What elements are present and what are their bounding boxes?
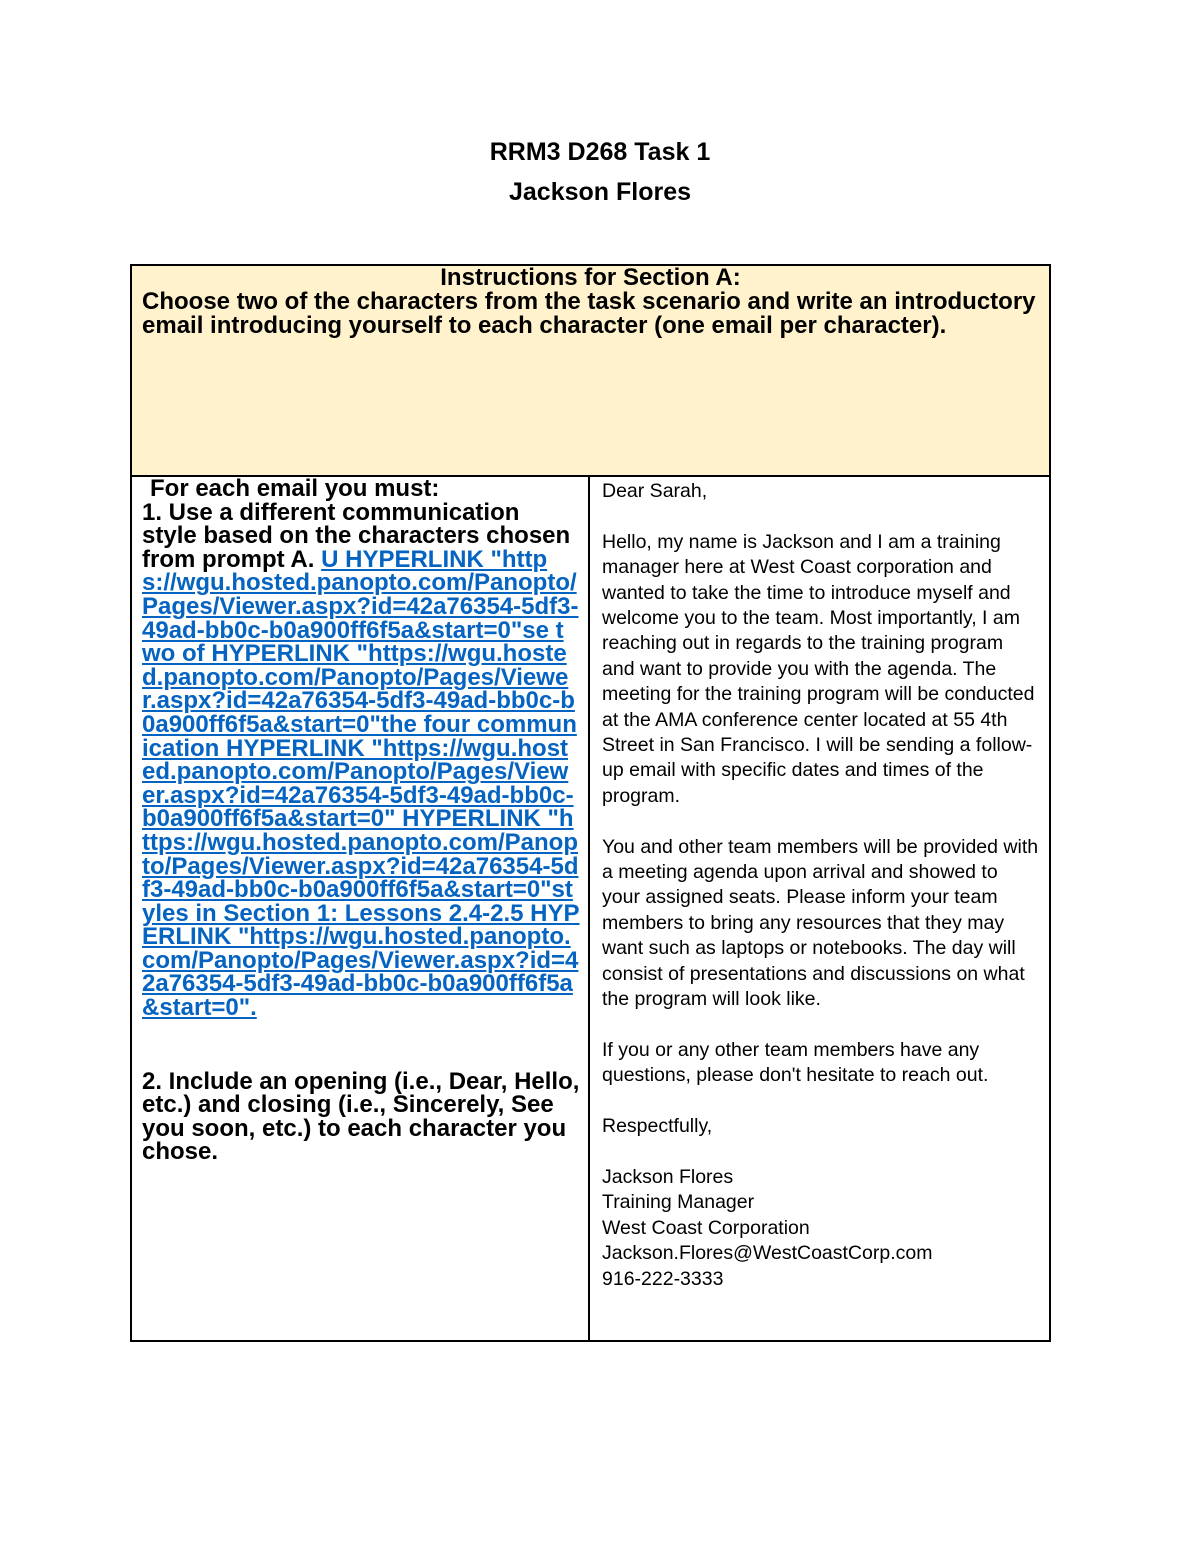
instructions-cell bbox=[132, 266, 1049, 477]
email-paragraph-1: Hello, my name is Jackson and I am a training manager here at West Coast corporation and wanted to take the time to introduce myself and welcome you to the team. Most importantly, I am reaching out in regards to the training program and want to provide you with the agenda. The meeting for the training program will be conducted at the AMA conference center located at 55 4th Street in San Francisco. I will be sending a follow-up email with specific dates and times of the program. bbox=[602, 530, 1035, 807]
email-signature bbox=[602, 1165, 1041, 1292]
email-greeting: Dear Sarah, bbox=[602, 480, 708, 502]
signature-company: West Coast Corporation bbox=[602, 1216, 810, 1239]
signature-phone: 916-222-3333 bbox=[602, 1267, 724, 1290]
signature-email: Jackson.Flores@WestCoastCorp.com bbox=[602, 1242, 933, 1265]
panopto-hyperlink[interactable]: U HYPERLINK "https://wgu.hosted.panopto.com/Panopto/Pages/Viewer.aspx?id=42a76354-5df3-49ad-bb0c-b0a900ff6f5a&start=0"se two of HYPERLINK "https://wgu.hosted.panopto.com/Panopto/Pages/Viewer.aspx?id=42a76354-5df3-49ad-bb0c-b0a900ff6f5a&start=0"the four communication HYPERLINK "https://wgu.hosted.panopto.com/Panopto/Pages/Viewer.aspx?id=42a76354-5df3-49ad-bb0c-b0a900ff6f5a&start=0" HYPERLINK "https://wgu.hosted.panopto.com/Panopto/Pages/Viewer.aspx?id=42a76354-5df3-49ad-bb0c-b0a900ff6f5a&start=0"styles in Section 1: Lessons 2.4-2.5 HYPERLINK "https://wgu.hosted.panopto.com/Panopto/Pages/Viewer.aspx?id=42a76354-5df3-49ad-bb0c-b0a900ff6f5a&start=0". bbox=[142, 545, 580, 1022]
document-author: Jackson Flores bbox=[508, 178, 692, 206]
email-paragraph-2: You and other team members will be provided with a meeting agenda upon arrival and showed to your assigned seats. Please inform your team members to bring any resources that they may want such as laptops or notebooks. The day will consist of presentations and discussions on what the program will look like. bbox=[602, 835, 1039, 1011]
signature-job-title: Training Manager bbox=[602, 1191, 755, 1214]
requirement-item-2: 2. Include an opening (i.e., Dear, Hello, etc.) and closing (i.e., Sincerely, See you soon, etc.) to each character you chose. bbox=[142, 1067, 580, 1166]
document-title: RRM3 D268 Task 1 bbox=[489, 138, 711, 166]
assignment-table bbox=[130, 264, 1051, 1342]
requirements-cell bbox=[132, 477, 590, 1340]
signature-name: Jackson Flores bbox=[602, 1165, 734, 1188]
instructions-body: Choose two of the characters from the task scenario and write an introductory email introducing yourself to each character (one email per character). bbox=[142, 288, 1036, 339]
requirement-item-1-text: 1. Use a different communication style based on the characters chosen from prompt A. bbox=[142, 498, 571, 573]
requirements-heading: For each email you must: bbox=[150, 477, 440, 502]
requirement-item-1 bbox=[142, 498, 580, 1022]
email-paragraph-3: If you or any other team members have any questions, please don't hesitate to reach out. bbox=[602, 1038, 989, 1087]
instructions-heading: Instructions for Section A: bbox=[440, 264, 741, 291]
email-closing: Respectfully, bbox=[602, 1115, 713, 1138]
email-cell bbox=[592, 477, 1049, 1340]
